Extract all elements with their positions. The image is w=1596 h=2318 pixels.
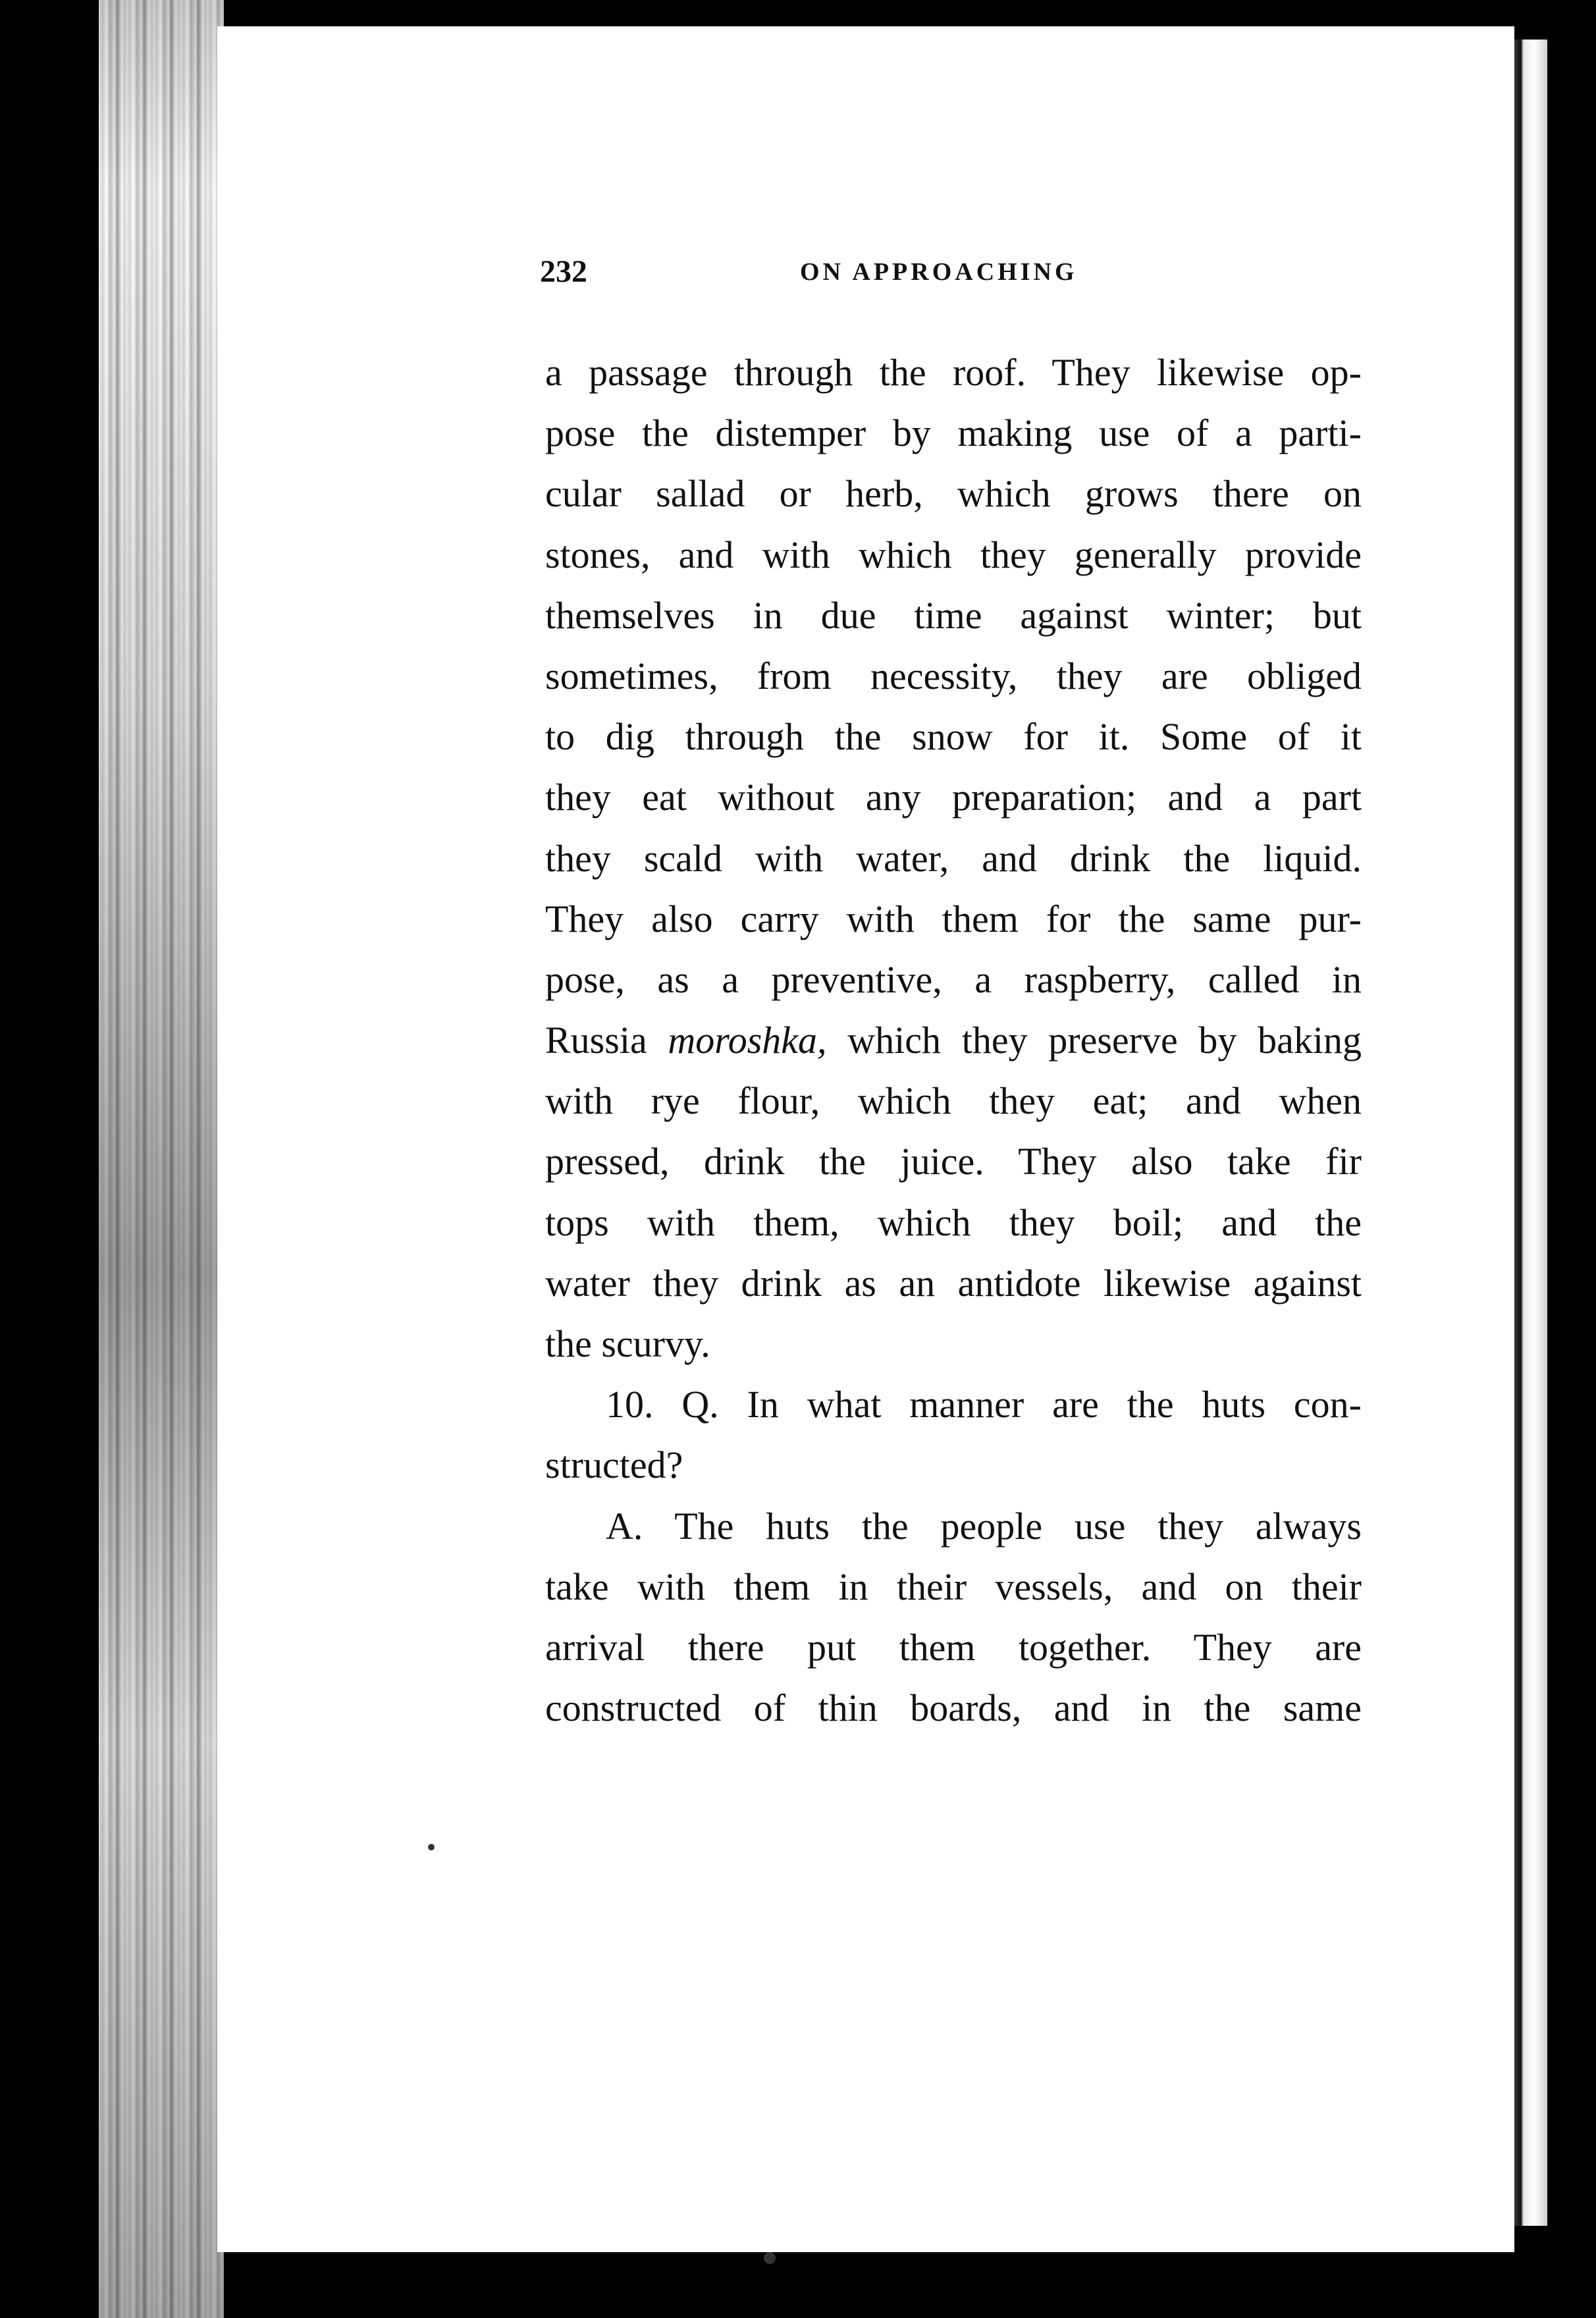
text-line: the scurvy.: [545, 1322, 710, 1365]
body-text: [545, 342, 1362, 1738]
text-line: stones, and with which they generally provide: [545, 533, 1362, 576]
answer-line: take with them in their vessels, and on their: [545, 1565, 1362, 1608]
text-line: they eat without any preparation; and a part: [545, 776, 1362, 819]
text-line: sometimes, from necessity, they are obliged: [545, 654, 1362, 697]
running-head: [540, 254, 1356, 293]
page-edge-left: [99, 0, 224, 2318]
answer-line: A. The huts the people use they always: [606, 1504, 1362, 1548]
text-line: pose, as a preventive, a raspberry, called in: [545, 957, 1362, 1001]
page-number: 232: [540, 254, 587, 289]
text-line: They also carry with them for the same pur-: [545, 897, 1362, 940]
answer-line: constructed of thin boards, and in the same: [545, 1686, 1362, 1730]
text-line: water they drink as an antidote likewise against: [545, 1261, 1362, 1305]
text-line: a passage through the roof. They likewise op-: [545, 351, 1362, 394]
text-line: themselves in due time against winter; but: [545, 593, 1362, 637]
moroshka-word: moroshka,: [668, 1019, 827, 1062]
ink-speck: [764, 2252, 776, 2264]
page-edge-right: [1514, 40, 1547, 2226]
question-line: structed?: [545, 1443, 683, 1487]
text-line: cular sallad or herb, which grows there on: [545, 472, 1362, 516]
text-line: pose the distemper by making use of a parti-: [545, 412, 1362, 455]
answer-line: arrival there put them together. They are: [545, 1625, 1362, 1669]
text-line: with rye flour, which they eat; and when: [545, 1079, 1362, 1123]
text-line: pressed, drink the juice. They also take fir: [545, 1140, 1362, 1183]
text-line-moroshka: [545, 1010, 1362, 1071]
text-line: tops with them, which they boil; and the: [545, 1200, 1362, 1244]
running-title: ON APPROACHING: [800, 258, 1078, 286]
text-line: they scald with water, and drink the liquid.: [545, 836, 1362, 880]
text-line: to dig through the snow for it. Some of it: [545, 715, 1362, 759]
russia-word: Russia: [545, 1019, 647, 1062]
question-line: 10. Q. In what manner are the huts con-: [606, 1383, 1362, 1426]
ink-speck: [428, 1844, 435, 1850]
moroshka-rest: which they preserve by baking: [847, 1019, 1362, 1062]
